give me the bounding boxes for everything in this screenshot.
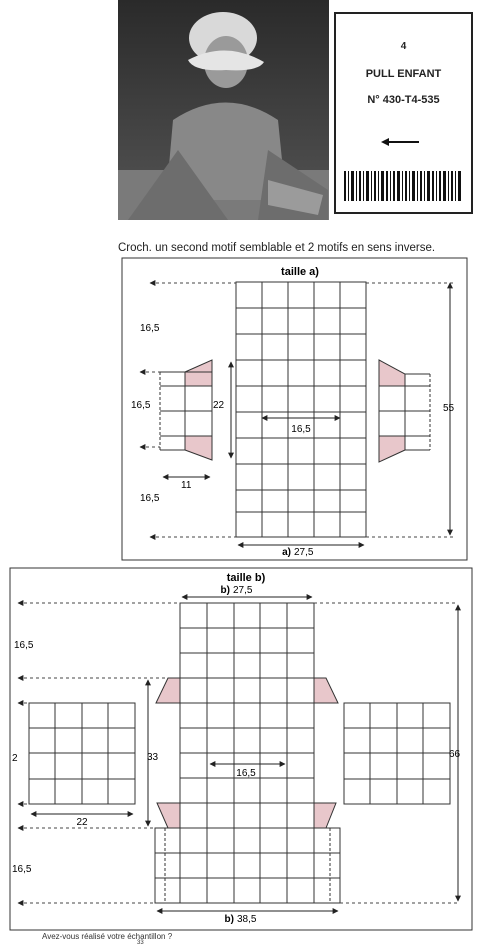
diagram-b-body-grid (155, 603, 340, 903)
diagram-b-pink-right-top (314, 678, 338, 703)
diagram-b-dim-height: 66 (449, 749, 461, 760)
diagram-a-bottom-prefix: a) (282, 547, 291, 558)
diagram-b-dim-bottom-left: 16,5 (12, 864, 32, 875)
diagram-b-bottom-prefix: b) (224, 914, 234, 925)
diagram-b-top-prefix: b) (220, 585, 230, 596)
diagram-a-dim-sleeve-height: 22 (213, 400, 225, 411)
diagram-b-pink-left-bottom (157, 803, 180, 828)
diagram-a-title: taille a) (281, 266, 319, 278)
diagram-b-left-sleeve (29, 703, 135, 804)
diagram-a-frame (122, 258, 467, 560)
diagram-b-dim-center: 16,5 (236, 768, 256, 779)
diagram-a-dim-cuff: 11 (181, 480, 192, 491)
diagram-a-dim-bottom-left: 16,5 (140, 493, 160, 504)
diagram-a (122, 258, 467, 560)
diagram-a-right-sleeve (379, 360, 430, 462)
diagram-b-right-sleeve (344, 703, 450, 804)
diagram-a-body-grid (236, 282, 366, 537)
diagram-b-dim-sleeve-height: 33 (147, 752, 159, 763)
label-reference: N° 430-T4-535 (367, 94, 440, 106)
diagram-a-dim-center: 16,5 (291, 424, 311, 435)
diagram-b-pink-right-bottom (314, 803, 336, 828)
diagram-b-dim-sleeve-width: 22 (76, 817, 88, 828)
diagram-a-bottom-value: 27,5 (294, 547, 314, 558)
diagram-a-dim-sleeve-left: 16,5 (131, 400, 151, 411)
label-number: 4 (400, 41, 407, 52)
diagram-b-pink-left-top (156, 678, 180, 703)
diagram-b-title: taille b) (226, 572, 266, 584)
diagram-b-dim-sleeve-left: 2 (12, 753, 18, 764)
footer-question: Avez-vous réalisé votre échantillon ? (42, 932, 173, 941)
page-number: 33 (137, 940, 144, 946)
diagram-a-dim-height: 55 (443, 403, 455, 414)
diagram-a-left-sleeve (160, 360, 212, 460)
diagram-a-dim-top-left: 16,5 (140, 323, 160, 334)
instruction-caption: Croch. un second motif semblable et 2 motifs en sens inverse. (118, 242, 436, 254)
diagram-b-top-value: 27,5 (233, 585, 253, 596)
label-title: PULL ENFANT (365, 68, 442, 80)
diagram-a-guides (140, 283, 455, 537)
diagram-b-bottom-value: 38,5 (237, 914, 257, 925)
diagram-b (10, 568, 472, 930)
diagram-b-dim-top-left: 16,5 (14, 640, 34, 651)
diagram-b-frame (10, 568, 472, 930)
